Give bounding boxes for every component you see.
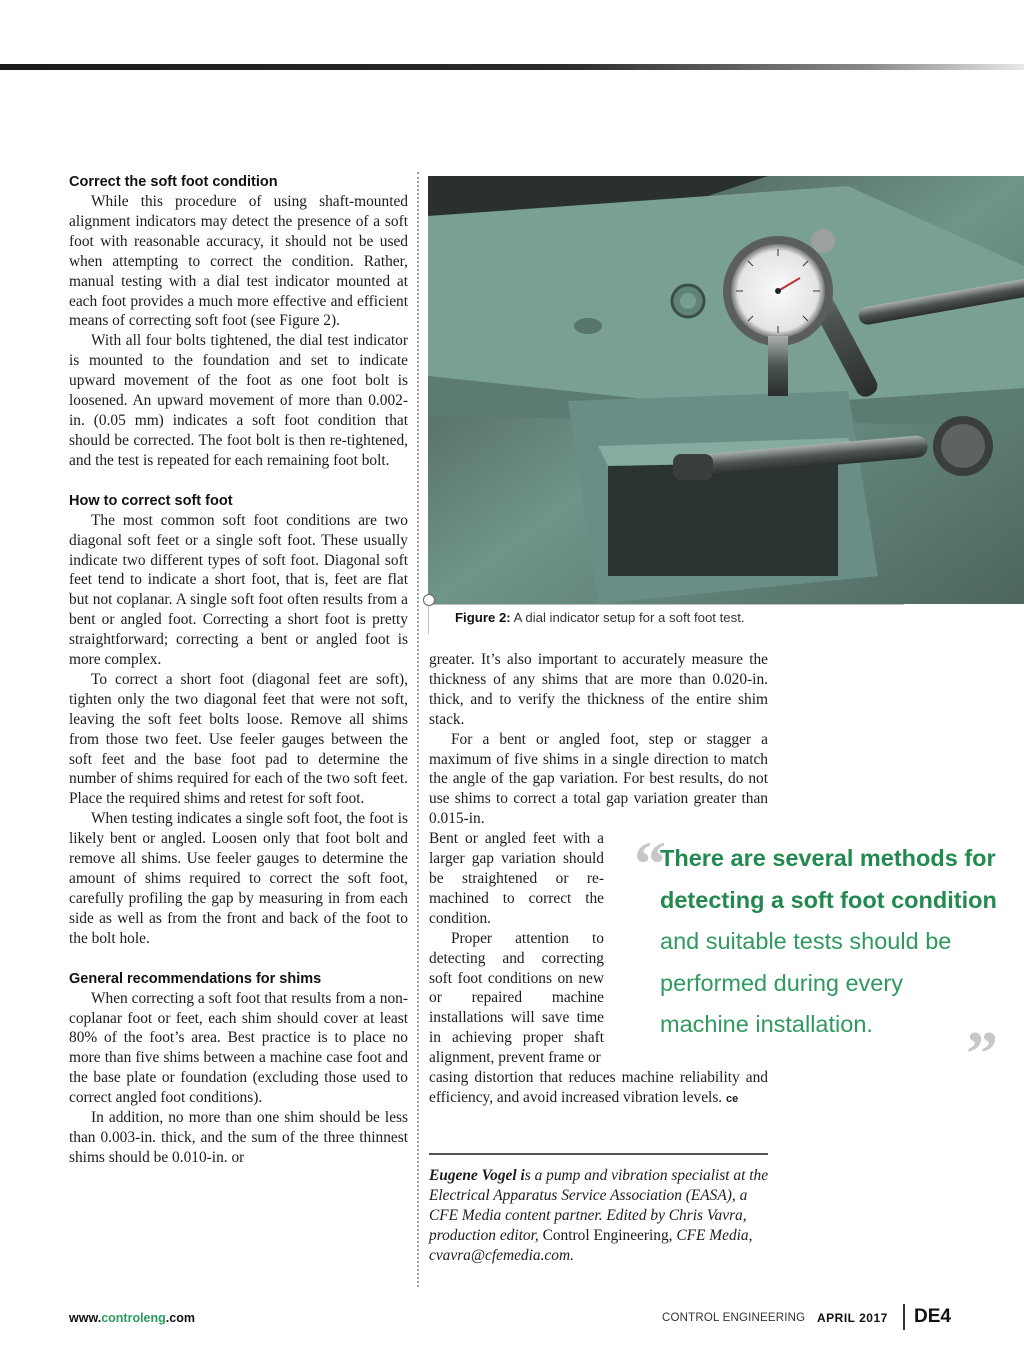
author-bio: Eugene Vogel is a pump and vibration specialist at the Electrical Apparatus Service Association (EASA), a CFE Media content partner. Edited by Chris Vavra, production editor, Control Engineering, CFE Media, cvavra@cfemedia.com. (429, 1167, 769, 1264)
section-heading-shims: General recommendations for shims (69, 970, 322, 987)
figure-photo (428, 176, 1024, 604)
pull-quote (638, 838, 998, 1046)
paragraph: Proper attention to detecting and correcting soft foot conditions on new or repaired machine installations will save time in achieving proper shaft alignment, prevent frame or (429, 929, 604, 1067)
paragraph: In addition, no more than one shim should be less than 0.003-in. thick, and the sum of the three thinnest shims should be 0.010-in. or (69, 1109, 408, 1166)
publication-name: Control Engineering, (542, 1226, 673, 1244)
end-mark: ce (726, 1092, 739, 1105)
paragraph: The most common soft foot conditions are two diagonal soft feet or a single soft foot. These usually indicate two different types of soft foot. Diagonal soft feet tend to indicate a short foot, that is, feet are flat but not coplanar. A single soft foot often results from a bent or angled foot. Correcting a short foot is pretty straightforward; correcting a bent or angled foot is more complex. (69, 511, 408, 669)
paragraph: While this procedure of using shaft-mounted alignment indicators may detect the presence of a soft foot with reasonable accuracy, it should not be used when attempting to correct the condition. Rather, manual testing with a dial test indicator mounted at each foot provides a much more effective and efficient means of correcting soft foot (see Figure 2). (69, 193, 408, 330)
paragraph: With all four bolts tightened, the dial test indicator is mounted to the foundation and set to indicate upward movement of the foot as one foot bolt is loosened. An upward movement of more than 0.002-in. (0.05 mm) indicates a soft foot condition that should be corrected. The foot bolt is then re-tightened, and the test is repeated for each remaining foot bolt. (69, 332, 408, 469)
paragraph: For a bent or angled foot, step or stagger a maximum of five shims in a single direction to match the angle of the gap variation. For best results, do not use shims to correct a total gap variation greater than 0.015-in. (429, 730, 768, 828)
figure-label: Figure 2: (455, 610, 511, 625)
paragraph-text: casing distortion that reduces machine reliability and efficiency, and avoid increased vibration levels. (429, 1069, 768, 1106)
figure-caption (455, 610, 1015, 625)
footer-url[interactable]: www.controleng.com (69, 1311, 195, 1325)
footer-magazine: CONTROL ENGINEERING (662, 1312, 806, 1324)
caption-stem (428, 604, 429, 634)
paragraph: To correct a short foot (diagonal feet are soft), tighten only the two diagonal feet that were not soft, leaving the soft feet bolts loose. Remove all shims from those two feet. Use feeler gauges between the soft feet and the base foot pad to determine the number of shims required for each of the two soft feet. Place the required shims and retest for soft foot. (69, 670, 408, 808)
caption-marker (423, 594, 435, 606)
open-quote-icon: “ (634, 828, 666, 899)
footer-date: APRIL 2017 (817, 1311, 888, 1325)
footer-divider (903, 1304, 905, 1330)
top-rule (0, 64, 1024, 70)
pull-quote-lead: There are several methods for detecting a soft foot condition (660, 845, 997, 913)
close-quote-icon: ” (966, 1018, 998, 1089)
bio-rule (429, 1153, 768, 1155)
paragraph: When testing indicates a single soft foot, the foot is likely bent or angled. Loosen only that foot bolt and remove all shims. Use feeler gauges to determine the amount of shims required to correct the soft foot, carefully profiling the gap by measuring in from each side as well as from the front and back of the foot to the bolt hole. (69, 810, 408, 947)
paragraph: Bent or angled feet with a larger gap variation should be straightened or re-machined to correct the condition. (429, 830, 604, 927)
caption-rule (428, 604, 904, 605)
left-column (69, 172, 408, 1168)
paragraph (429, 1068, 768, 1110)
author-name: Eugene Vogel i (429, 1167, 525, 1184)
pull-quote-rest: and suitable tests should be performed during every machine installation. (660, 928, 952, 1037)
paragraph: When correcting a soft foot that results from a non-coplanar foot or feet, each shim should cover at least 80% of the foot’s area. Best practice is to place no more than five shims between a machine case foot and the base plate or foundation (excluding those used to correct angled foot conditions). (69, 989, 408, 1107)
column-divider (417, 172, 419, 1287)
figure-caption-text: A dial indicator setup for a soft foot test. (510, 610, 745, 625)
page-number: DE4 (914, 1306, 951, 1327)
section-heading-how: How to correct soft foot (69, 492, 233, 509)
section-heading-correct: Correct the soft foot condition (69, 174, 278, 190)
paragraph: greater. It’s also important to accurately measure the thickness of any shims that are more than 0.020-in. thick, and to verify the thickness of the entire shim stack. (429, 651, 768, 728)
